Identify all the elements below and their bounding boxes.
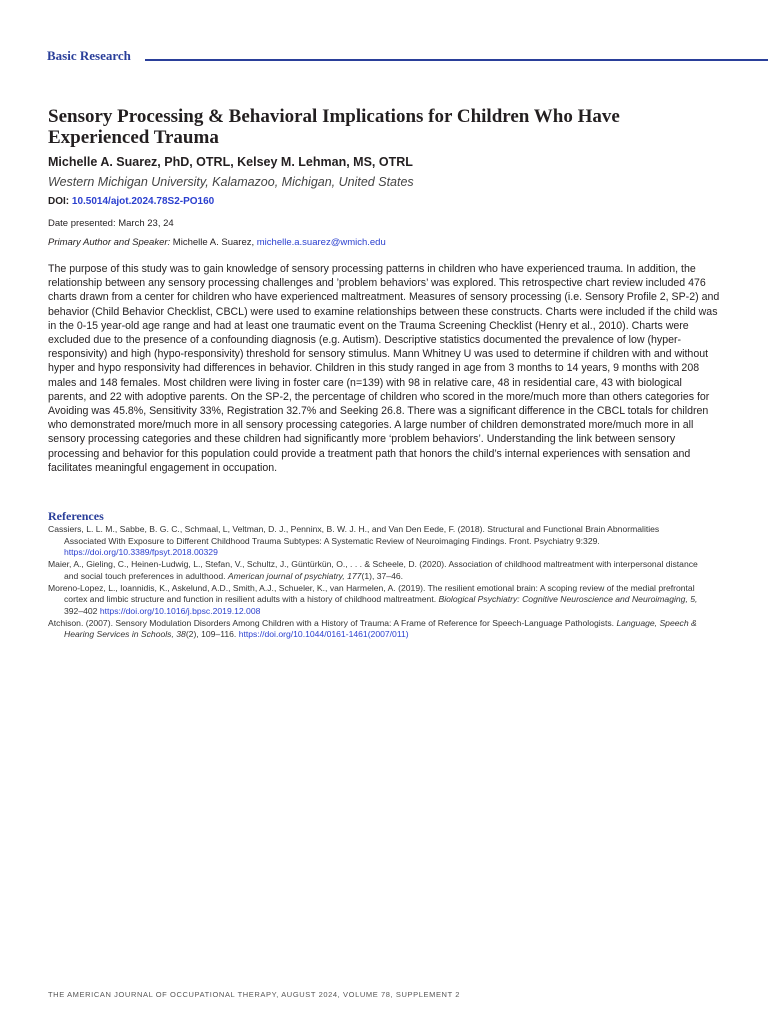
reference-link[interactable]: https://doi.org/10.1016/j.bpsc.2019.12.008 (99, 605, 261, 616)
reference-item (48, 618, 703, 641)
speaker-email-link[interactable]: michelle.a.suarez@wmich.edu (256, 237, 386, 248)
reference-tail: (2), 109–116. (185, 629, 237, 640)
reference-journal: Biological Psychiatry: Cognitive Neuroscience and Neuroimaging, 5, (438, 594, 698, 605)
author-affiliation: Western Michigan University, Kalamazoo, Michigan, United States (48, 175, 414, 189)
section-header (47, 48, 768, 64)
reference-text: Moreno-Lopez, L., Ioannidis, K., Askelund, A.D., Smith, A.J., Schueler, K., van Harmelen, A. (2019). The resilient emotional brain: A scoping review of the medial prefrontal cortex and limbic structure and function in resilient adults with a history of childhood maltreatment. (48, 582, 695, 605)
abstract (48, 262, 720, 475)
reference-text: Cassiers, L. L. M., Sabbe, B. G. C., Schmaal, L, Veltman, D. J., Penninx, B. W. J. H., and Van Den Eede, F. (2018). Structural and Functional Brain Abnormalities Associated With Exposure to Different Childhood Trauma Subtypes: A Systematic Review of Neuroimaging Findings. Front. Psychiatry 9:329. (48, 524, 660, 546)
reference-journal: American journal of psychiatry, 177 (227, 570, 362, 581)
reference-text: Atchison. (2007). Sensory Modulation Disorders Among Children with a History of Trauma: A Frame of Reference for Speech-Language Pathologists. (48, 617, 615, 628)
reference-text: Maier, A., Gieling, C., Heinen-Ludwig, L., Stefan, V., Schultz, J., Güntürkün, O., . . . & Scheele, D. (2020). Association of childhood maltreatment with interpersonal distance and social touch preferences in adulthood. (48, 559, 698, 581)
doi-line (48, 196, 214, 208)
reference-link[interactable]: https://doi.org/10.3389/fpsyt.2018.00329 (64, 547, 218, 558)
reference-item (48, 559, 703, 582)
reference-list (48, 524, 703, 641)
references-heading: References (48, 509, 104, 523)
doi-link[interactable]: 10.5014/ajot.2024.78S2-PO160 (71, 196, 215, 207)
section-label: Basic Research (47, 48, 131, 63)
abstract-text: The purpose of this study was to gain knowledge of sensory processing patterns in children who have experienced trauma. In addition, the relationship between any sensory processing challenges and ’problem behaviors’ was explored. This retrospective chart review included 476 charts drawn from a center for children who have experienced maltreatment. Measures of sensory processing (i.e. Sensory Profile 2, SP-2) and behavior (Child Behavior Checklist, CBCL) were used to examine relationships between these constructs. Charts were included if the child was in the 0-15 year-old age range and had at least one traumatic event on the Trauma Screening Checklist (Henry et al., 2010). Charts were excluded due to the presence of a confounding diagnosis (e.g. Autism). Descriptive statistics documented the prevalence of low (hyper- responsivity) and high (hypo-responsivity) threshold for sensory stimulus. Mann Whitney U was used to determine if children with and without hyper and hypo responsivity had differences in behavior. Children in this study ranged in age from 3 months to 14 years, 9 months with 208 males and 148 females. Most children were living in foster care (n=139) with 98 in relative care, 48 in residential care, 43 with biological parents, and 22 with adoptive parents. On the SP-2, the percentage of children who scored in the more/much more than others categories for Avoiding was 45.8%, Sensitivity 33%, Registration 32.7% and Seeking 26.8. There was a significant difference in the CBCL totals for children who demonstrated more/much more in all sensory processing categories. A large number of children demonstrated more/much more in all sensory processing categories and these children had significantly more ‘problem behaviors’. Understanding the link between sensory processing and behavior for this population could provide a treatment path that honors the child’s internal experiences with sensation and facilitates meaningful engagement in occupation. (48, 263, 720, 474)
speaker-label: Primary Author and Speaker: (48, 237, 171, 248)
section-rule (145, 59, 768, 61)
speaker-name: Michelle A. Suarez, (172, 237, 255, 248)
speaker-line (48, 237, 386, 249)
reference-tail: (1), 37–46. (361, 570, 404, 581)
reference-link[interactable]: https://doi.org/10.1044/0161-1461(2007/011) (238, 629, 409, 640)
article-title: Sensory Processing & Behavioral Implications for Children Who Have Experienced Trauma (48, 106, 620, 148)
doi-label: DOI: (48, 196, 70, 207)
reference-journal: Language, Speech & Hearing Services in Schools, 38 (64, 617, 697, 640)
journal-footer: THE AMERICAN JOURNAL OF OCCUPATIONAL THERAPY, AUGUST 2024, VOLUME 78, SUPPLEMENT 2 (48, 990, 461, 999)
article-authors: Michelle A. Suarez, PhD, OTRL, Kelsey M. Lehman, MS, OTRL (48, 155, 413, 169)
reference-tail: 392–402 (64, 605, 98, 616)
date-presented: Date presented: March 23, 24 (48, 218, 174, 229)
reference-item (48, 583, 703, 618)
reference-item (48, 524, 703, 559)
